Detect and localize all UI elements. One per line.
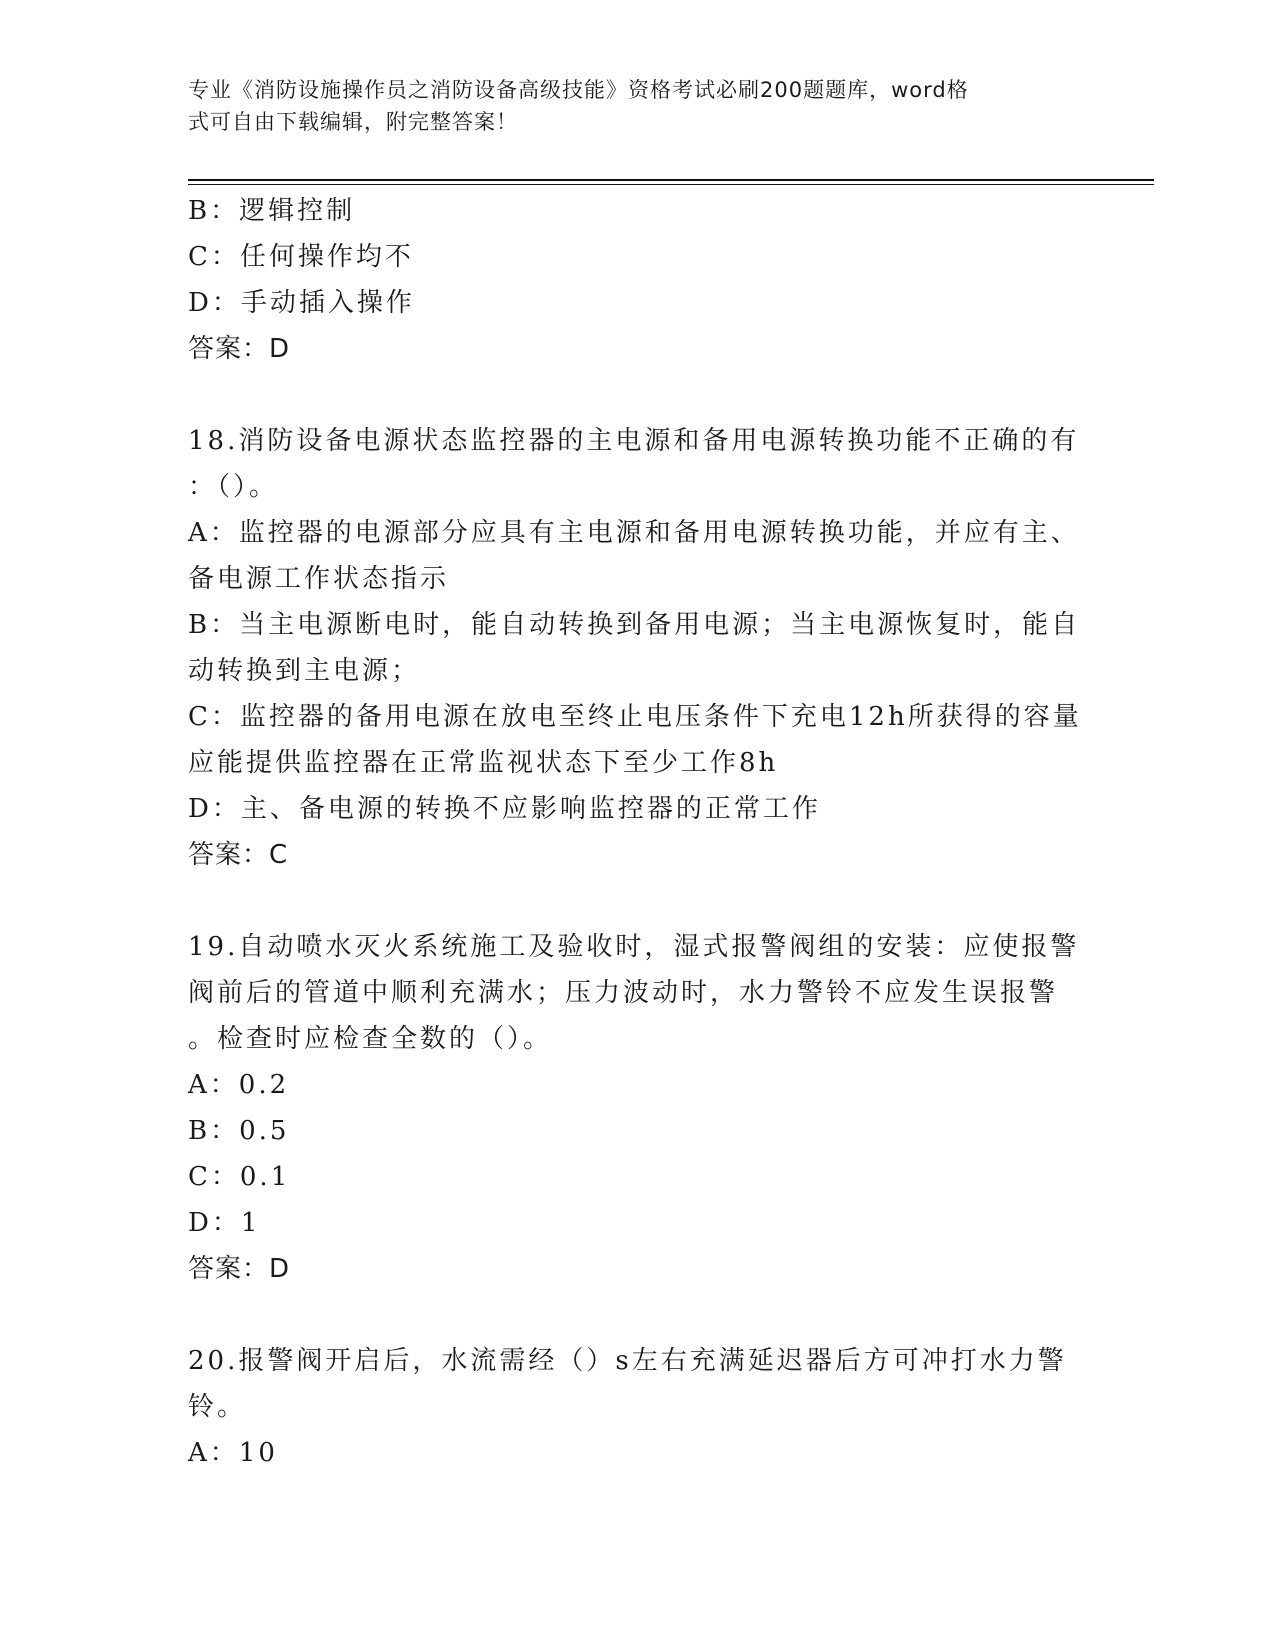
option-a-cont: 备电源工作状态指示 — [188, 564, 450, 594]
option-a: A：监控器的电源部分应具有主电源和备用电源转换功能，并应有主、 — [188, 518, 1080, 548]
option-d: D：主、备电源的转换不应影响监控器的正常工作 — [188, 794, 821, 824]
option-a: A：10 — [188, 1438, 278, 1468]
option-c: C：监控器的备用电源在放电至终止电压条件下充电12h所获得的容量 — [188, 702, 1082, 732]
option-c-cont: 应能提供监控器在正常监视状态下至少工作8h — [188, 748, 779, 778]
option-c: C：0.1 — [188, 1162, 291, 1192]
question-content — [188, 188, 1082, 1476]
header-divider-thin — [188, 184, 1154, 185]
header-line-1: 专业《消防设施操作员之消防设备高级技能》资格考试必刷200题题库，word格 — [188, 78, 969, 102]
option-d: D：手动插入操作 — [188, 288, 415, 318]
option-b: B：逻辑控制 — [188, 196, 356, 226]
answer-line: 答案：D — [188, 1254, 291, 1284]
question-19 — [188, 924, 1080, 1292]
question-stem-line: 阀前后的管道中顺利充满水；压力波动时，水力警铃不应发生误报警 — [188, 978, 1059, 1008]
question-20 — [188, 1338, 1068, 1476]
answer-line: 答案：C — [188, 840, 289, 870]
question-stem-line: 。检查时应检查全数的（）。 — [188, 1024, 553, 1054]
question-stem-line: 20.报警阀开启后，水流需经（）s左右充满延迟器后方可冲打水力警 — [188, 1346, 1067, 1376]
header-divider-thick — [188, 179, 1154, 181]
option-b: B：当主电源断电时，能自动转换到备用电源；当主电源恢复时，能自 — [188, 610, 1081, 640]
option-b-cont: 动转换到主电源； — [188, 656, 421, 686]
question-stem-line: 18.消防设备电源状态监控器的主电源和备用电源转换功能不正确的有 — [188, 426, 1080, 456]
question-18 — [188, 418, 1082, 878]
header-line-2: 式可自由下载编辑，附完整答案！ — [188, 110, 518, 134]
answer-line: 答案：D — [188, 334, 291, 364]
question-stem-line: 铃。 — [188, 1392, 247, 1422]
option-a: A：0.2 — [188, 1070, 290, 1100]
question-stem-line: 19.自动喷水灭火系统施工及验收时，湿式报警阀组的安装：应使报警 — [188, 932, 1080, 962]
option-c: C：任何操作均不 — [188, 242, 414, 272]
option-d: D：1 — [188, 1208, 261, 1238]
option-b: B：0.5 — [188, 1116, 290, 1146]
question-stem-line: ：（）。 — [188, 472, 279, 502]
prev-question-block — [188, 188, 1068, 372]
document-header — [188, 74, 1068, 138]
